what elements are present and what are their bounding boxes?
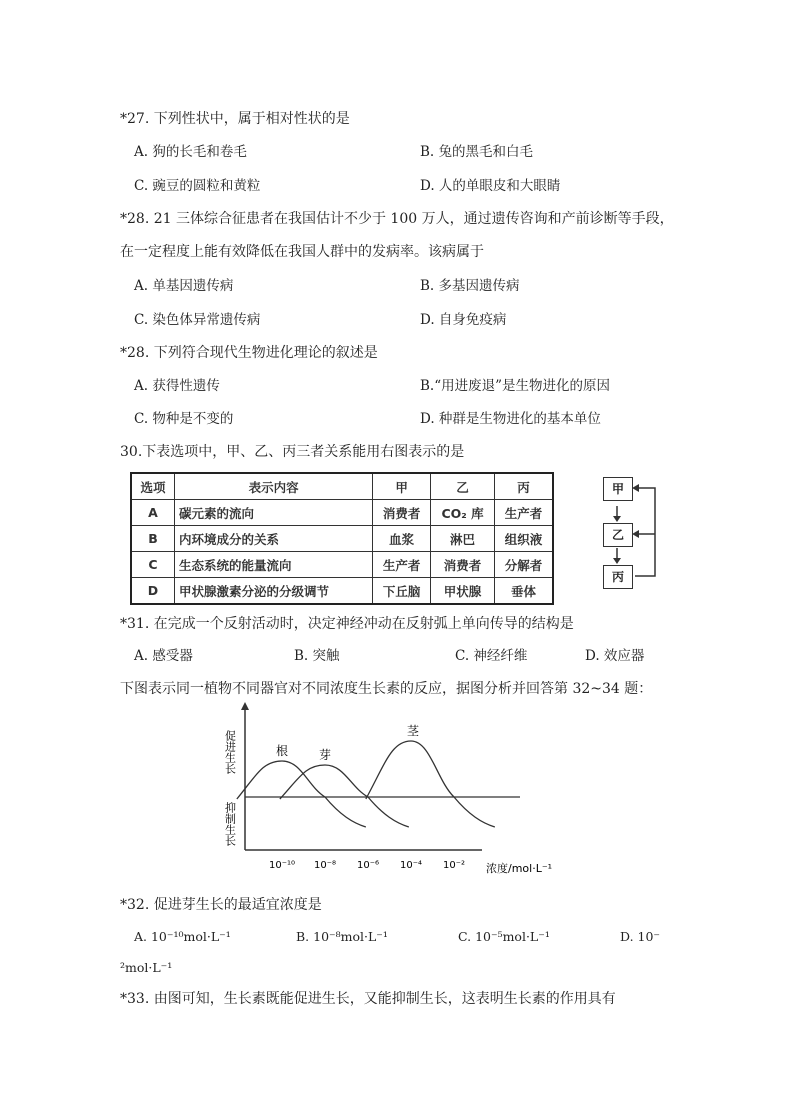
table-cell: D	[131, 578, 175, 605]
arrow-head	[632, 484, 639, 492]
y-label-promote: 促进生长	[223, 730, 237, 774]
table-header-cell: 乙	[431, 473, 495, 500]
arrow-head	[613, 516, 621, 522]
q31-option-d: D. 效应器	[585, 648, 645, 664]
q27-stem: *27. 下列性状中，属于相对性状的是	[120, 111, 350, 127]
table-cell: 下丘脑	[373, 578, 431, 605]
arrow-head	[613, 558, 621, 564]
table-header-row	[131, 473, 553, 500]
table-row	[131, 526, 553, 552]
q31-option-b: B. 突触	[294, 648, 340, 664]
q29-stem: *28. 下列符合现代生物进化理论的叙述是	[120, 345, 378, 361]
q32-option-d-continued: ²mol·L⁻¹	[120, 960, 173, 975]
table-cell: B	[131, 526, 175, 552]
q28-stem-line1: *28. 21 三体综合征患者在我国估计不少于 100 万人，通过遗传咨询和产前诊断等手段，	[120, 211, 674, 227]
y-axis-arrow	[241, 702, 249, 710]
q31-option-c: C. 神经纤维	[455, 648, 528, 664]
table-cell: 垂体	[494, 578, 553, 605]
q28-option-c: C. 染色体异常遗传病	[134, 312, 261, 328]
diagram-box-bing: 丙	[603, 565, 633, 589]
q29-option-d: D. 种群是生物进化的基本单位	[420, 411, 601, 427]
q30-table	[130, 472, 554, 605]
table-cell: 内环境成分的关系	[175, 526, 373, 552]
q27-option-b: B. 兔的黑毛和白毛	[420, 144, 534, 160]
table-cell: 分解者	[494, 552, 553, 578]
table-header-cell: 甲	[373, 473, 431, 500]
diagram-box-jia: 甲	[603, 477, 633, 501]
series-label: 茎	[407, 724, 420, 738]
table-row	[131, 552, 553, 578]
table-cell: 血浆	[373, 526, 431, 552]
q29-option-b: B.“用进废退”是生物进化的原因	[420, 378, 611, 394]
series-label: 根	[276, 744, 289, 758]
table-cell: C	[131, 552, 175, 578]
q31-option-a: A. 感受器	[134, 648, 193, 664]
q32-stem: *32. 促进芽生长的最适宜浓度是	[120, 897, 322, 913]
q29-option-c: C. 物种是不变的	[134, 411, 234, 427]
q28-option-d: D. 自身免疫病	[420, 312, 507, 328]
q31-stem: *31. 在完成一个反射活动时，决定神经冲动在反射弧上单向传导的结构是	[120, 616, 574, 632]
x-tick-label: 10⁻¹⁰	[268, 860, 296, 871]
table-header-cell: 表示内容	[175, 473, 373, 500]
table-header-cell: 丙	[494, 473, 553, 500]
q32-option-b: B. 10⁻⁸mol·L⁻¹	[296, 929, 388, 944]
q32-option-c: C. 10⁻⁵mol·L⁻¹	[458, 929, 550, 944]
table-cell: 消费者	[431, 552, 495, 578]
table-cell: 生产者	[373, 552, 431, 578]
series-label: 芽	[319, 748, 332, 762]
q29-option-a: A. 获得性遗传	[134, 378, 220, 394]
auxin-response-chart	[220, 700, 570, 880]
q27-option-d: D. 人的单眼皮和大眼睛	[420, 178, 561, 194]
x-axis-label: 浓度/mol·L⁻¹	[486, 862, 553, 875]
table-cell: 甲状腺激素分泌的分级调节	[175, 578, 373, 605]
q27-option-a: A. 狗的长毛和卷毛	[134, 144, 247, 160]
y-label-inhibit: 抑制生长	[223, 802, 237, 846]
table-cell: A	[131, 500, 175, 526]
table-row	[131, 500, 553, 526]
curve-1	[280, 765, 409, 827]
q28-option-b: B. 多基因遗传病	[420, 278, 520, 294]
x-tick-label: 10⁻⁸	[313, 860, 337, 871]
chart-intro: 下图表示同一植物不同器官对不同浓度生长素的反应，据图分析并回答第 32~34 题：	[120, 681, 653, 697]
q28-stem-line2: 在一定程度上能有效降低在我国人群中的发病率。该病属于	[120, 244, 484, 260]
x-tick-label: 10⁻⁶	[356, 860, 380, 871]
q28-option-a: A. 单基因遗传病	[134, 278, 234, 294]
table-cell: 消费者	[373, 500, 431, 526]
table-cell: 生产者	[494, 500, 553, 526]
table-cell: 碳元素的流向	[175, 500, 373, 526]
curve-0	[237, 761, 366, 827]
table-header-cell: 选项	[131, 473, 175, 500]
table-row	[131, 578, 553, 605]
q30-stem: 30.下表选项中，甲、乙、丙三者关系能用右图表示的是	[120, 444, 465, 460]
q27-option-c: C. 豌豆的圆粒和黄粒	[134, 178, 261, 194]
q32-option-d: D. 10⁻	[620, 929, 661, 944]
table-cell: 淋巴	[431, 526, 495, 552]
arrow-head	[632, 530, 639, 538]
table-cell: CO₂ 库	[431, 500, 495, 526]
table-cell: 甲状腺	[431, 578, 495, 605]
q33-stem: *33. 由图可知，生长素既能促进生长，又能抑制生长，这表明生长素的作用具有	[120, 991, 616, 1007]
table-cell: 生态系统的能量流向	[175, 552, 373, 578]
x-tick-label: 10⁻²	[442, 860, 466, 871]
x-tick-label: 10⁻⁴	[399, 860, 423, 871]
diagram-box-yi: 乙	[603, 523, 633, 547]
q32-option-a: A. 10⁻¹⁰mol·L⁻¹	[134, 929, 231, 944]
table-cell: 组织液	[494, 526, 553, 552]
